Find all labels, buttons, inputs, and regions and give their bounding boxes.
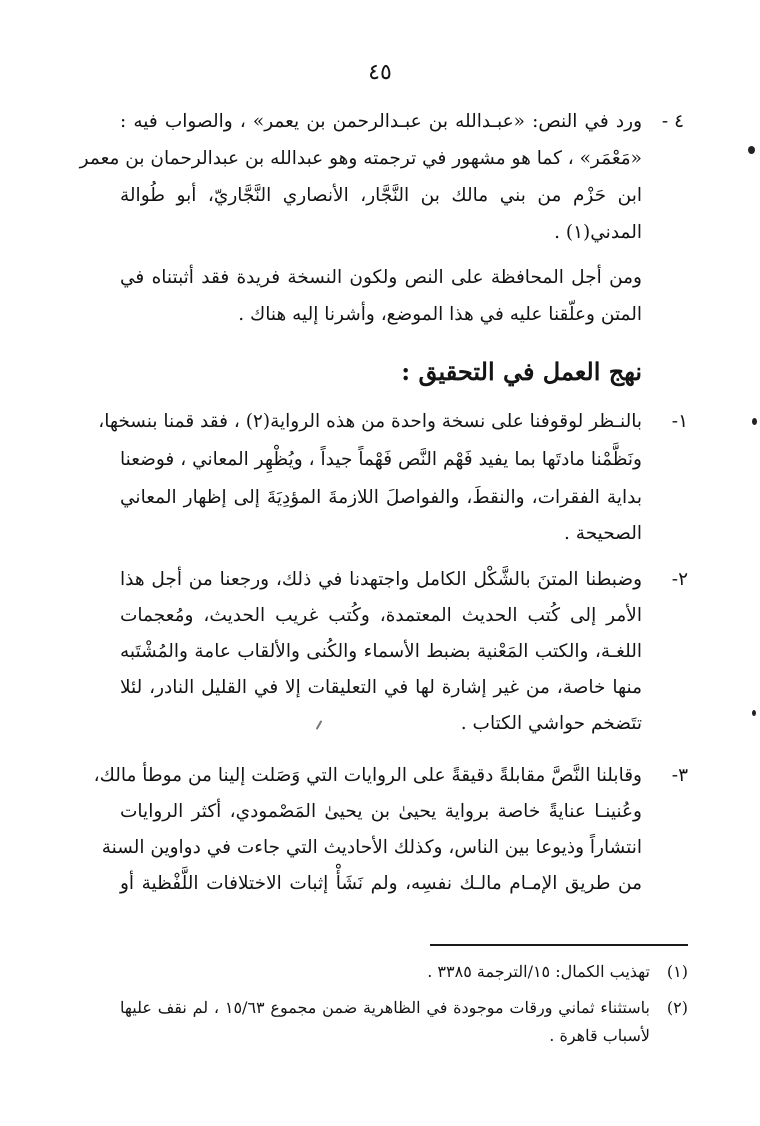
footnote-line: تهذيب الكمال: ١٥/الترجمة ٣٣٨٥ . <box>427 962 650 981</box>
note-4-line: ورد في النص: «عبـدالله بن عبـدالرحمن بن يعمر» ، والصواب فيه : <box>120 111 642 132</box>
note-4-line: المدني(١) . <box>554 222 642 243</box>
note-4-line: «مَعْمَر» ، كما هو مشهور في ترجمته وهو عبدالله بن عبدالرحمان بن معمر <box>79 148 642 169</box>
item-line: تتَضخم حواشي الكتاب . <box>460 713 642 734</box>
item-marker: ١- <box>671 411 688 432</box>
item-marker: ٢- <box>671 569 688 590</box>
item-marker: ٣- <box>671 765 688 786</box>
item-line: الصحيحة . <box>564 523 642 544</box>
item-line: انتشاراً وذيوعا بين الناس، وكذلك الأحاديث التي جاءت في دواوين السنة <box>101 837 642 858</box>
footnote-marker: (١) <box>666 962 688 981</box>
scan-speck <box>752 710 756 716</box>
footnote-separator <box>430 944 688 946</box>
item-line: وعُنينـا عنايةً خاصة برواية يحيىٰ بن يحيىٰ المَصْمودي، أكثر الروايات <box>120 801 642 822</box>
item-line: وضبطنا المتنَ بالشَّكْل الكامل واجتهدنا في ذلك، ورجعنا من أجل هذا <box>120 569 642 590</box>
item-line: وقابلنا النَّصَّ مقابلةً دقيقةً على الروايات التي وَصَلت إلينا من موطأ مالك، <box>93 765 642 786</box>
item-line: بالنـظر لوقوفنا على نسخة واحدة من هذه الرواية(٢) ، فقد قمنا بنسخها، <box>98 411 642 432</box>
paragraph-line: المتن وعلّقنا عليه في هذا الموضع، وأشرنا إليه هناك . <box>238 304 642 325</box>
item-line: من طريق الإمـام مالـك نفسِه، ولم نَشَأْ إثبات الاختلافات اللَّفْظية أو <box>120 873 642 894</box>
note-4-line: ابن حَزْم من بني مالك بن النَّجَّار، الأنصاري النَّجَّاريّ، أبو طُوالة <box>120 185 642 206</box>
scan-speck <box>752 418 757 425</box>
page-number: ٤٥ <box>368 60 392 85</box>
scan-speck <box>748 146 755 154</box>
item-line: اللغـة، والكتب المَعْنية بضبط الأسماء والكُنى والألقاب عامة والمُشْتَبه <box>120 641 642 662</box>
item-line: منها خاصة، من غير إشارة لها في التعليقات إلا في القليل النادر، لئلا <box>120 677 642 698</box>
footnote-line: باستثناء ثماني ورقات موجودة في الظاهرية ضمن مجموع ١٥/٦٣ ، لم نقف عليها <box>120 998 650 1017</box>
paragraph-line: ومن أجل المحافظة على النص ولكون النسخة فريدة فقد أثبتناه في <box>120 267 642 288</box>
item-line: بداية الفقرات، والنقطَ، والفواصلَ اللازمةَ المؤدِيَةَ إلى إظهار المعاني <box>120 487 642 508</box>
item-line: الأمر إلى كُتب الحديث المعتمدة، وكُتب غريب الحديث، ومُعجمات <box>120 605 642 626</box>
footnote-line: لأسباب قاهرة . <box>549 1026 650 1045</box>
note-4-marker: ٤ - <box>661 111 684 132</box>
section-heading: نهج العمل في التحقيق : <box>401 357 642 386</box>
item-line: ونَظَّمْنا مادتَها بما يفيد فَهْم النَّص فَهْماً جيداً ، ويُظْهِر المعاني ، فوضعنا <box>120 449 642 470</box>
footnote-marker: (٢) <box>666 998 688 1017</box>
